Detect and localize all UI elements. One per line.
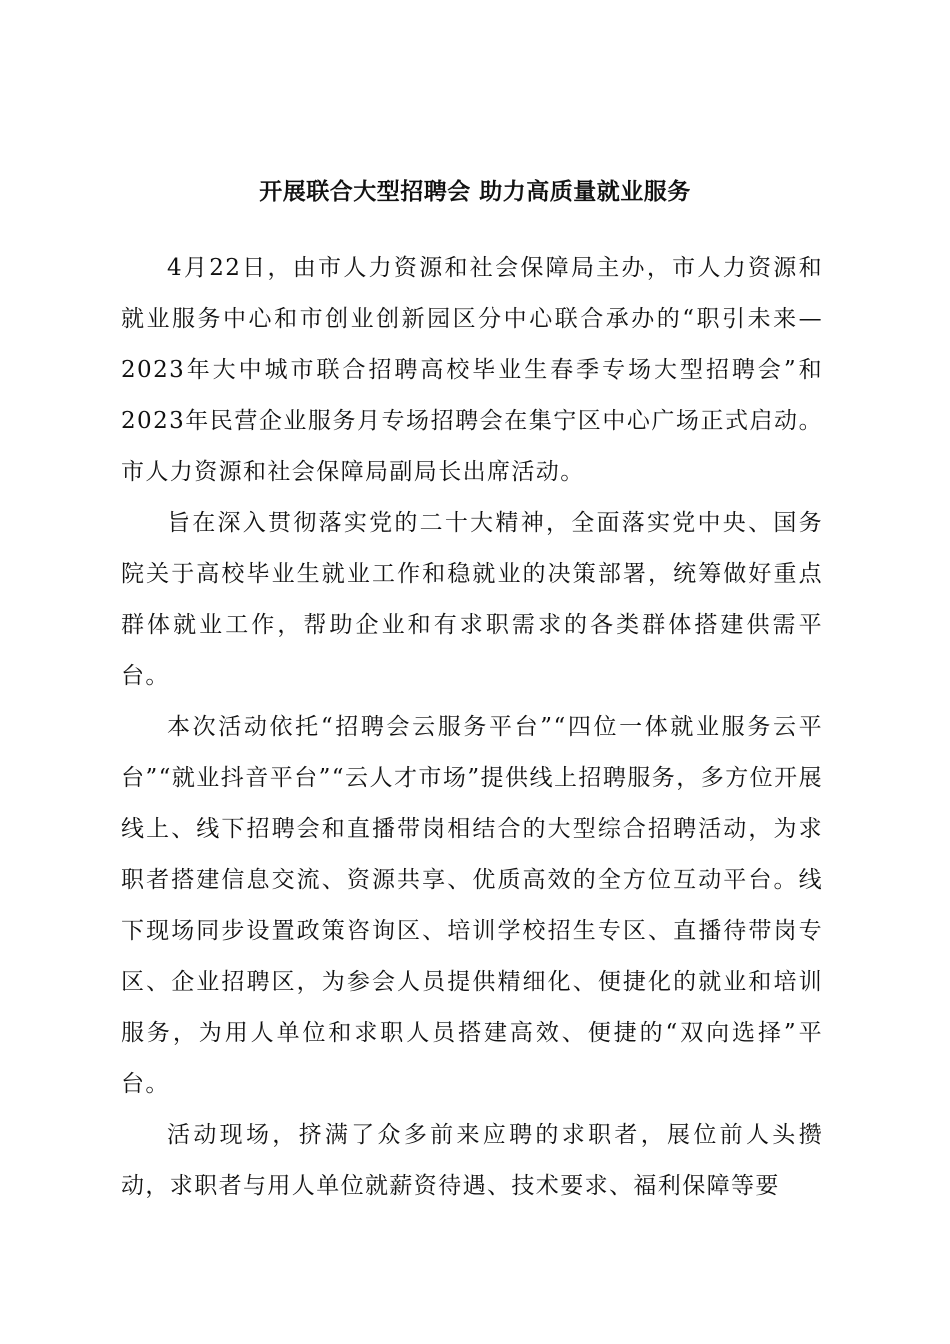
paragraph-2: 旨在深入贯彻落实党的二十大精神，全面落实党中央、国务院关于高校毕业生就业工作和稳就业的决策部署，统筹做好重点群体就业工作，帮助企业和有求职需求的各类群体搭建供需平台。 [121, 510, 823, 689]
document-body [121, 243, 823, 1212]
paragraph-1: 4月22日，由市人力资源和社会保障局主办，市人力资源和就业服务中心和市创业创新园区分中心联合承办的“职引未来—2023年大中城市联合招聘高校毕业生春季专场大型招聘会”和2023年民营企业服务月专场招聘会在集宁区中心广场正式启动。市人力资源和社会保障局副局长出席活动。 [121, 255, 823, 485]
paragraph-4: 活动现场，挤满了众多前来应聘的求职者，展位前人头攒动，求职者与用人单位就薪资待遇、技术要求、福利保障等要 [121, 1122, 823, 1199]
paragraph-3: 本次活动依托“招聘会云服务平台”“四位一体就业服务云平台”“就业抖音平台”“云人才市场”提供线上招聘服务，多方位开展线上、线下招聘会和直播带岗相结合的大型综合招聘活动，为求职者搭建信息交流、资源共享、优质高效的全方位互动平台。线下现场同步设置政策咨询区、培训学校招生专区、直播待带岗专区、企业招聘区，为参会人员提供精细化、便捷化的就业和培训服务，为用人单位和求职人员搭建高效、便捷的“双向选择”平台。 [121, 714, 823, 1097]
document-title: 开展联合大型招聘会 助力高质量就业服务 [259, 179, 691, 205]
